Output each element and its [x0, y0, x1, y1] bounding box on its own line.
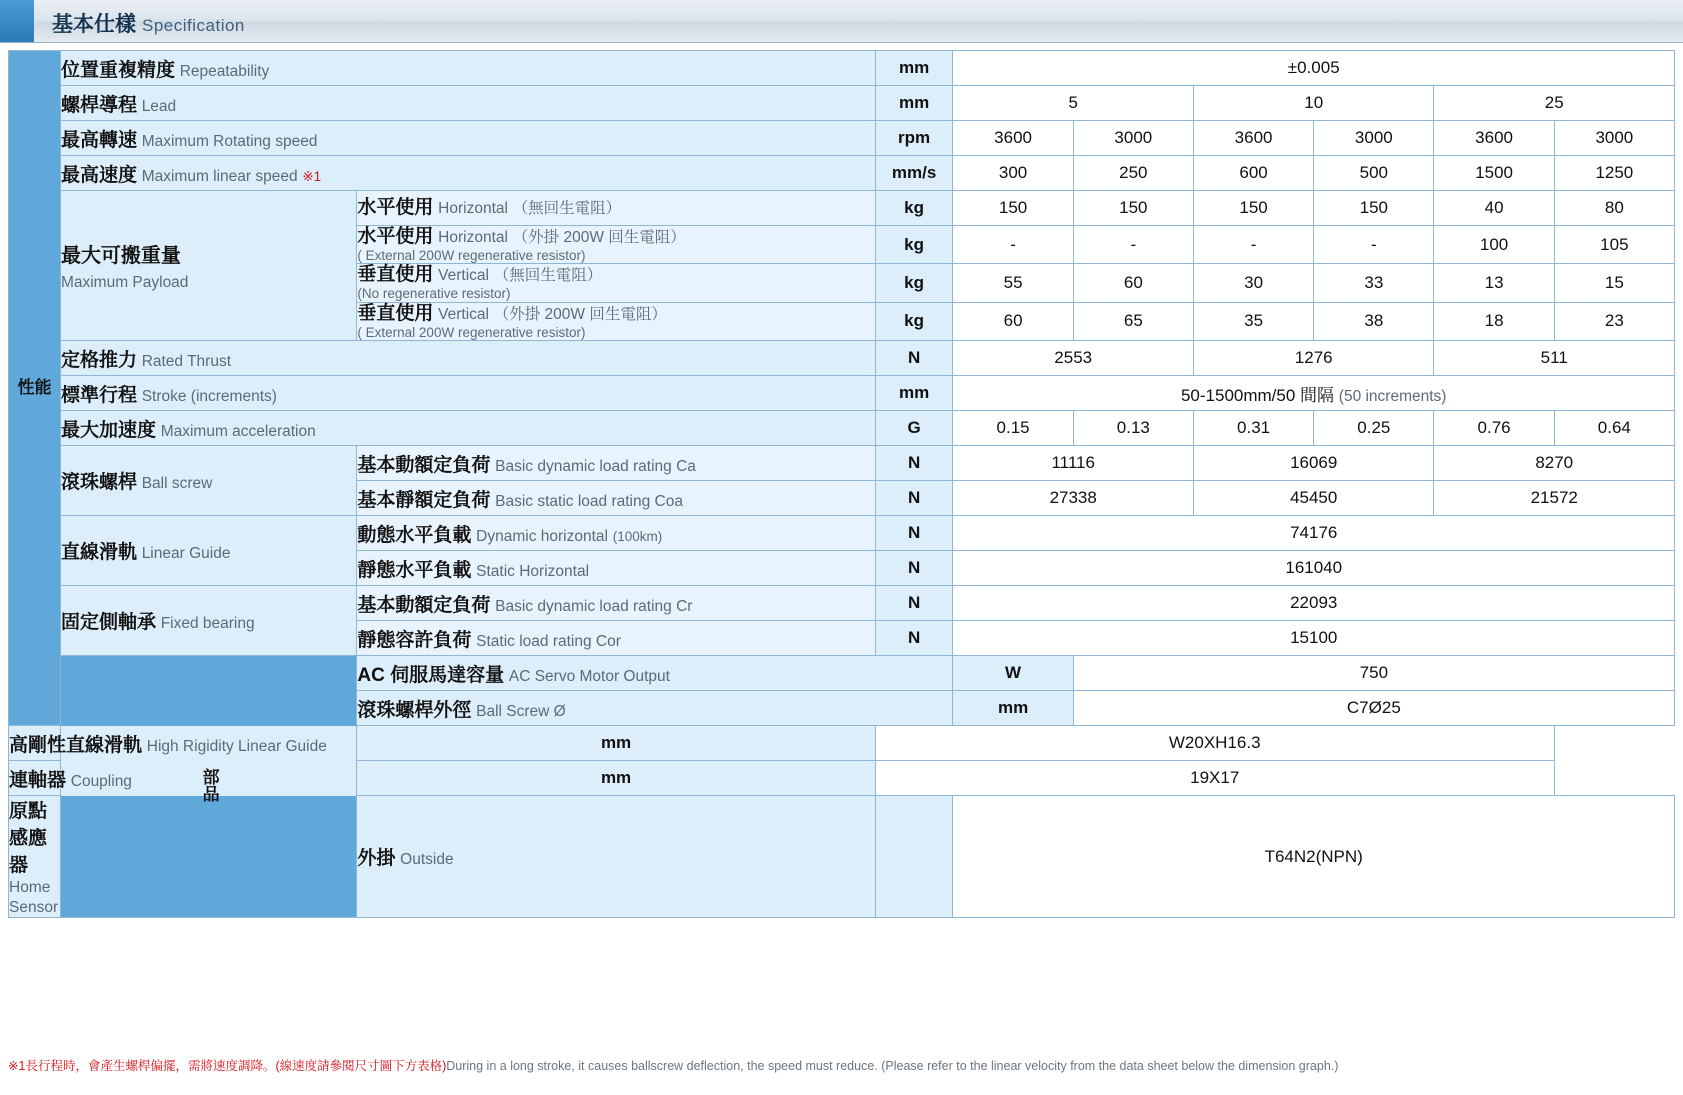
- value-cell: 10: [1193, 86, 1434, 121]
- unit-cell: N: [875, 551, 953, 586]
- value-cell: 100: [1434, 226, 1554, 264]
- group-label-linear-guide: [60, 516, 356, 586]
- label-cjk: 標準行程: [60, 384, 137, 406]
- header-accent-bar: [0, 0, 34, 42]
- row-label-static-cor: [357, 621, 875, 656]
- group-label-en: Fixed bearing: [160, 615, 255, 633]
- unit-cell: mm: [357, 726, 875, 761]
- value-cell: 55: [953, 264, 1073, 302]
- value-cell: 2553: [953, 341, 1194, 376]
- specification-table: [8, 50, 1675, 918]
- label-en: AC Servo Motor Output: [508, 667, 670, 685]
- label-condition: （無回生電阻）: [493, 267, 603, 285]
- row-label-coupling: [9, 761, 357, 796]
- group-label-cjk: 滾珠螺桿: [60, 472, 137, 494]
- value-cell: -: [1314, 226, 1434, 264]
- value-cell: 150: [1193, 191, 1313, 226]
- header-title-en: Specification: [142, 16, 245, 35]
- label-cjk: AC 伺服馬達容量: [357, 664, 505, 686]
- label-en: Stroke (increments): [141, 387, 277, 405]
- value-cell: 150: [1314, 191, 1434, 226]
- value-cell: 45450: [1193, 481, 1434, 516]
- label-en: Basic static load rating Coa: [495, 492, 683, 510]
- value-cell: 19X17: [875, 761, 1554, 796]
- group-label-fixed-bearing: [60, 586, 356, 656]
- table-row: [9, 191, 1675, 226]
- row-label-ac-servo-motor-output: [357, 656, 953, 691]
- value-cell: 15100: [953, 621, 1675, 656]
- table-row: [9, 121, 1675, 156]
- label-cjk: 水平使用: [357, 197, 434, 219]
- unit-cell: kg: [875, 264, 953, 302]
- table-row: [9, 341, 1675, 376]
- row-label-high-rigidity-linear-guide: [9, 726, 357, 761]
- label-en: Maximum Rotating speed: [141, 132, 318, 150]
- value-cell: 33: [1314, 264, 1434, 302]
- row-label-horizontal-ext-resistor: [357, 226, 875, 264]
- value-cell: 1250: [1554, 156, 1674, 191]
- row-label-ball-screw-diameter: [357, 691, 953, 726]
- unit-cell: kg: [875, 191, 953, 226]
- unit-cell: mm: [953, 691, 1073, 726]
- label-cjk: 垂直使用: [357, 302, 434, 324]
- row-label-max-linear-speed: [60, 156, 875, 191]
- label-sub-en: ( External 200W regenerative resistor): [357, 247, 586, 263]
- value-cell: 150: [1073, 191, 1193, 226]
- value-cell: 16069: [1193, 446, 1434, 481]
- group-label-cjk: 固定側軸承: [60, 612, 156, 634]
- header-title-cjk: 基本仕樣: [52, 13, 136, 36]
- group-label-en: Ball screw: [141, 475, 213, 493]
- label-en: Static load rating Cor: [476, 632, 621, 650]
- row-label-stroke: [60, 376, 875, 411]
- table-row: [9, 376, 1675, 411]
- row-label-lead: [60, 86, 875, 121]
- value-cell: 8270: [1434, 446, 1675, 481]
- label-en: Horizontal: [438, 229, 508, 246]
- value-cell: 80: [1554, 191, 1674, 226]
- unit-cell: mm/s: [875, 156, 953, 191]
- label-en: Basic dynamic load rating Ca: [495, 457, 696, 475]
- value-cell: 0.76: [1434, 411, 1554, 446]
- label-en: Coupling: [70, 772, 132, 790]
- table-row: [9, 86, 1675, 121]
- label-sub-en: (100km): [612, 528, 663, 544]
- unit-cell: N: [875, 446, 953, 481]
- value-cell: 3000: [1314, 121, 1434, 156]
- unit-cell: N: [875, 516, 953, 551]
- table-row: [9, 761, 1675, 796]
- value-cell: 23: [1554, 302, 1674, 340]
- label-en: Static Horizontal: [476, 562, 590, 580]
- label-cjk: 最大加速度: [60, 419, 156, 441]
- label-en: Home Sensor: [9, 879, 59, 917]
- table-row: [9, 411, 1675, 446]
- value-cell: 161040: [953, 551, 1675, 586]
- row-label-max-acceleration: [60, 411, 875, 446]
- value-cell: 150: [953, 191, 1073, 226]
- label-en: Maximum acceleration: [160, 422, 316, 440]
- value-cell: 15: [1554, 264, 1674, 302]
- table-row: [9, 51, 1675, 86]
- table-row: [9, 516, 1675, 551]
- label-en: High Rigidity Linear Guide: [146, 737, 327, 755]
- group-label-en: Linear Guide: [141, 545, 231, 563]
- value-cell: 21572: [1434, 481, 1675, 516]
- value-cell: 60: [1073, 264, 1193, 302]
- value-cell: 600: [1193, 156, 1313, 191]
- header-title: [52, 8, 245, 38]
- unit-cell: N: [875, 621, 953, 656]
- unit-cell: N: [875, 341, 953, 376]
- value-cell: 40: [1434, 191, 1554, 226]
- value-cell: 30: [1193, 264, 1313, 302]
- unit-cell: [875, 796, 953, 918]
- unit-cell: mm: [875, 51, 953, 86]
- value-cell: 1500: [1434, 156, 1554, 191]
- label-condition: （外掛 200W 回生電阻）: [493, 305, 667, 323]
- value-cell: ±0.005: [953, 51, 1675, 86]
- label-cjk: 基本動額定負荷: [357, 454, 491, 476]
- value-cell: 3600: [1193, 121, 1313, 156]
- label-cjk: 定格推力: [60, 349, 137, 371]
- value-cell: -: [953, 226, 1073, 264]
- value-cell: 0.13: [1073, 411, 1193, 446]
- unit-cell: rpm: [875, 121, 953, 156]
- value-cell: 25: [1434, 86, 1675, 121]
- label-en: Rated Thrust: [141, 352, 232, 370]
- label-en: Maximum linear speed: [141, 167, 298, 185]
- value-cell: 500: [1314, 156, 1434, 191]
- value-cell: 3600: [1434, 121, 1554, 156]
- row-label-basic-dynamic-ca: [357, 446, 875, 481]
- value-cell: 11116: [953, 446, 1194, 481]
- row-label-basic-static-coa: [357, 481, 875, 516]
- value-cell: 3000: [1554, 121, 1674, 156]
- row-label-static-horizontal: [357, 551, 875, 586]
- value-cell: 27338: [953, 481, 1194, 516]
- footnote-cjk: 長行程時，會產生螺桿偏擺，需將速度調降。(線速度請參閱尺寸圖下方表格): [25, 1059, 447, 1073]
- row-label-rated-thrust: [60, 341, 875, 376]
- table-row: [9, 726, 1675, 761]
- value-main: 50-1500mm/50 間隔: [1180, 385, 1335, 405]
- value-cell: 18: [1434, 302, 1554, 340]
- unit-cell: mm: [875, 376, 953, 411]
- value-cell: 105: [1554, 226, 1674, 264]
- value-cell: W20XH16.3: [875, 726, 1554, 761]
- value-cell: -: [1193, 226, 1313, 264]
- label-sub-en: ( External 200W regenerative resistor): [357, 324, 586, 340]
- label-cjk: 最高轉速: [60, 129, 137, 151]
- row-label-vertical-ext-resistor: [357, 302, 875, 340]
- footnote: [8, 1056, 1338, 1074]
- value-cell: 65: [1073, 302, 1193, 340]
- unit-cell: N: [875, 586, 953, 621]
- label-cjk: 基本靜額定負荷: [357, 489, 491, 511]
- value-cell: 3600: [953, 121, 1073, 156]
- group-label-cjk: 直線滑軌: [60, 542, 137, 564]
- label-en: Basic dynamic load rating Cr: [495, 597, 693, 615]
- label-en: Outside: [400, 851, 454, 869]
- footnote-en: During in a long stroke, it causes ballscrew deflection, the speed must reduce. (Please refer to the linear velocity from the data sheet below the dimension graph.): [446, 1059, 1339, 1073]
- section-header: [0, 0, 1683, 43]
- value-sub: (50 increments): [1338, 387, 1447, 405]
- label-cjk: 水平使用: [357, 226, 434, 247]
- label-cjk: 最高速度: [60, 164, 137, 186]
- label-en: Horizontal: [438, 200, 508, 218]
- row-label-vertical-no-resistor: [357, 264, 875, 302]
- value-cell: -: [1073, 226, 1193, 264]
- row-label-dynamic-horizontal: [357, 516, 875, 551]
- footnote-mark: ※1: [8, 1059, 26, 1073]
- label-cjk: 動態水平負載: [357, 524, 472, 546]
- unit-cell: mm: [357, 761, 875, 796]
- footnote-marker: ※1: [302, 168, 322, 184]
- value-cell: 0.15: [953, 411, 1073, 446]
- label-en: Vertical: [438, 305, 489, 323]
- value-cell: 1276: [1193, 341, 1434, 376]
- group-label-cjk: 最大可搬重量: [60, 245, 181, 268]
- value-cell: 60: [953, 302, 1073, 340]
- unit-cell: N: [875, 481, 953, 516]
- value-cell: 3000: [1073, 121, 1193, 156]
- label-en: Lead: [141, 97, 177, 115]
- label-cjk: 位置重複精度: [60, 59, 175, 81]
- unit-cell: mm: [875, 86, 953, 121]
- table-row: [9, 656, 1675, 691]
- value-cell: 35: [1193, 302, 1313, 340]
- value-cell: 22093: [953, 586, 1675, 621]
- unit-cell: kg: [875, 226, 953, 264]
- row-label-max-rotating-speed: [60, 121, 875, 156]
- label-cjk: 原點感應器: [9, 801, 48, 877]
- value-cell: 0.25: [1314, 411, 1434, 446]
- value-cell: 250: [1073, 156, 1193, 191]
- group-label-en: Maximum Payload: [60, 274, 189, 292]
- value-cell: 38: [1314, 302, 1434, 340]
- value-cell: T64N2(NPN): [953, 796, 1675, 918]
- label-en: Repeatability: [179, 62, 270, 80]
- table-row: [9, 586, 1675, 621]
- value-cell: C7Ø25: [1073, 691, 1674, 726]
- value-cell: 750: [1073, 656, 1674, 691]
- row-label-home-sensor: [9, 796, 61, 918]
- band-parts-label: 部品: [199, 767, 219, 802]
- label-en: Vertical: [438, 267, 489, 285]
- label-cjk: 基本動額定負荷: [357, 594, 491, 616]
- label-cjk: 垂直使用: [357, 264, 434, 286]
- label-cjk: 螺桿導程: [60, 94, 137, 116]
- value-cell: 74176: [953, 516, 1675, 551]
- label-cjk: 滾珠螺桿外徑: [357, 699, 472, 721]
- unit-cell: kg: [875, 302, 953, 340]
- row-label-home-sensor-type: [357, 796, 875, 918]
- table-row: [9, 156, 1675, 191]
- value-cell: 300: [953, 156, 1073, 191]
- label-cjk: 靜態水平負載: [357, 559, 472, 581]
- row-label-repeatability: [60, 51, 875, 86]
- value-cell: [953, 376, 1675, 411]
- value-cell: 0.31: [1193, 411, 1313, 446]
- label-condition: （無回生電阻）: [512, 200, 622, 218]
- label-cjk: 連軸器: [9, 769, 67, 791]
- value-cell: 5: [953, 86, 1194, 121]
- label-cjk: 高剛性直線滑軌: [9, 734, 143, 756]
- row-label-basic-dynamic-cr: [357, 586, 875, 621]
- label-condition: （外掛 200W 回生電阻）: [512, 229, 686, 246]
- value-cell: 0.64: [1554, 411, 1674, 446]
- label-sub-en: (No regenerative resistor): [357, 286, 511, 302]
- group-label-max-payload: [60, 191, 356, 341]
- value-cell: 13: [1434, 264, 1554, 302]
- group-label-ball-screw: [60, 446, 356, 516]
- label-en: Dynamic horizontal: [476, 527, 608, 545]
- table-row: [9, 446, 1675, 481]
- value-cell: 511: [1434, 341, 1675, 376]
- row-label-horizontal-no-resistor: [357, 191, 875, 226]
- unit-cell: G: [875, 411, 953, 446]
- label-cjk: 外掛: [357, 848, 396, 870]
- label-cjk: 靜態容許負荷: [357, 629, 472, 651]
- unit-cell: W: [953, 656, 1073, 691]
- band-performance: 性能: [9, 51, 61, 726]
- label-en: Ball Screw Ø: [476, 702, 566, 720]
